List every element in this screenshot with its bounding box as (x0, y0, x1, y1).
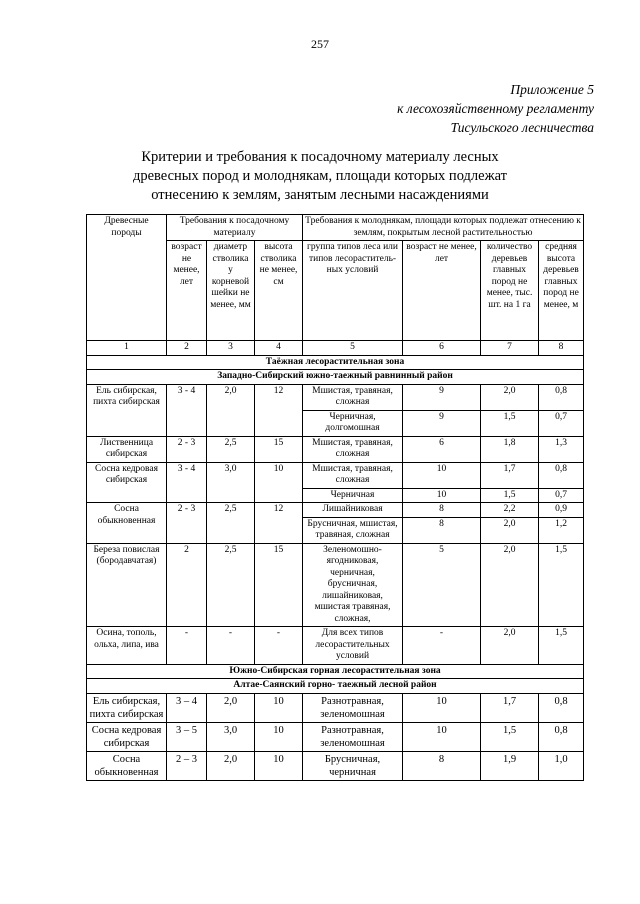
diameter-cell: 2,5 (207, 543, 255, 627)
table-row (87, 384, 584, 410)
age-cell: 2 - 3 (167, 503, 207, 544)
col-number: 8 (539, 341, 584, 356)
forest-type-cell: Зеленомошно-ягодниковая, черничная, брусничная, лишайниковая, мшистая травяная, сложная, (303, 543, 403, 627)
species-cell: Ель сибирская, пихта сибирская (87, 693, 167, 722)
header-forest-type: группа типов леса или типов лесораститель-ных условий (303, 241, 403, 341)
age-cell: 2 (167, 543, 207, 627)
criteria-table (86, 214, 584, 781)
count-cell: 2,0 (481, 384, 539, 410)
header-count: количество деревьев главных пород не менее, тыс. шт. на 1 га (481, 241, 539, 341)
title-line-1: Критерии и требования к посадочному материалу лесных (141, 149, 499, 165)
header-species: Древесные породы (87, 215, 167, 341)
age-cell: 2 - 3 (167, 436, 207, 462)
forest-type-cell: Мшистая, травяная, сложная (303, 462, 403, 488)
table-row (87, 462, 584, 488)
region-row (87, 679, 584, 694)
diameter-cell: 2,0 (207, 693, 255, 722)
zone-title: Таёжная лесорастительная зона (87, 355, 584, 370)
height-cell: 10 (255, 751, 303, 780)
appendix-line-2: к лесохозяйственному регламенту (397, 101, 594, 116)
age-cell: - (167, 627, 207, 665)
avg-height-cell: 0,7 (539, 488, 584, 503)
species-cell: Осина, тополь, ольха, липа, ива (87, 627, 167, 665)
count-cell: 1,7 (481, 693, 539, 722)
count-cell: 1,5 (481, 488, 539, 503)
diameter-cell: 2,5 (207, 436, 255, 462)
height-cell: 10 (255, 693, 303, 722)
count-cell: 2,2 (481, 503, 539, 518)
young-age-cell: 5 (403, 543, 481, 627)
header-young-age: возраст не менее, лет (403, 241, 481, 341)
species-cell: Береза повислая (бородавчатая) (87, 543, 167, 627)
species-cell: Сосна кедровая сибирская (87, 462, 167, 503)
avg-height-cell: 0,8 (539, 384, 584, 410)
count-cell: 2,0 (481, 517, 539, 543)
table-row (87, 722, 584, 751)
avg-height-cell: 0,8 (539, 722, 584, 751)
age-cell: 3 – 5 (167, 722, 207, 751)
table-row (87, 436, 584, 462)
title-line-2: древесных пород и молоднякам, площади которых подлежат (132, 168, 507, 184)
young-age-cell: 10 (403, 722, 481, 751)
height-cell: - (255, 627, 303, 665)
avg-height-cell: 1,0 (539, 751, 584, 780)
forest-type-cell: Черничная (303, 488, 403, 503)
young-age-cell: 10 (403, 693, 481, 722)
height-cell: 15 (255, 543, 303, 627)
title-line-3: отнесению к землям, занятым лесными насаждениями (151, 187, 489, 203)
zone-row (87, 664, 584, 679)
zone-title: Южно-Сибирская горная лесорастительная зона (87, 664, 584, 679)
avg-height-cell: 0,7 (539, 410, 584, 436)
document-title (60, 148, 580, 205)
col-number: 6 (403, 341, 481, 356)
page-number: 257 (311, 37, 329, 51)
forest-type-cell: Мшистая, травяная, сложная (303, 384, 403, 410)
species-cell: Сосна обыкновенная (87, 751, 167, 780)
diameter-cell: 2,0 (207, 751, 255, 780)
header-diameter: диаметр стволика у корневой шейки не менее, мм (207, 241, 255, 341)
count-cell: 1,5 (481, 722, 539, 751)
avg-height-cell: 1,5 (539, 627, 584, 665)
count-cell: 1,7 (481, 462, 539, 488)
table-row (87, 751, 584, 780)
header-planting-group: Требования к посадочному материалу (167, 215, 303, 241)
table-row (87, 627, 584, 665)
appendix-caption (397, 80, 594, 137)
avg-height-cell: 1,3 (539, 436, 584, 462)
table-row (87, 503, 584, 518)
table-row (87, 693, 584, 722)
header-age: возраст не менее, лет (167, 241, 207, 341)
header-height: высота стволика не менее, см (255, 241, 303, 341)
avg-height-cell: 1,5 (539, 543, 584, 627)
diameter-cell: 3,0 (207, 462, 255, 503)
height-cell: 10 (255, 722, 303, 751)
appendix-line-3: Тисульского лесничества (450, 120, 594, 135)
young-age-cell: 10 (403, 462, 481, 488)
avg-height-cell: 0,9 (539, 503, 584, 518)
col-number: 4 (255, 341, 303, 356)
region-title: Западно-Сибирский южно-таежный равнинный район (87, 370, 584, 385)
age-cell: 3 – 4 (167, 693, 207, 722)
species-cell: Ель сибирская, пихта сибирская (87, 384, 167, 436)
diameter-cell: 3,0 (207, 722, 255, 751)
column-number-row (87, 341, 584, 356)
species-cell: Сосна обыкновенная (87, 503, 167, 544)
species-cell: Сосна кедровая сибирская (87, 722, 167, 751)
header-young-group: Требования к молоднякам, площади которых подлежат отнесению к землям, покрытым лесной растительностью (303, 215, 584, 241)
young-age-cell: 10 (403, 488, 481, 503)
appendix-line-1: Приложение 5 (510, 82, 594, 97)
young-age-cell: 6 (403, 436, 481, 462)
young-age-cell: 8 (403, 751, 481, 780)
forest-type-cell: Брусничная, черничная (303, 751, 403, 780)
region-title: Алтае-Саянский горно- таежный лесной район (87, 679, 584, 694)
forest-type-cell: Мшистая, травяная, сложная (303, 436, 403, 462)
age-cell: 3 - 4 (167, 462, 207, 503)
table-row (87, 543, 584, 627)
avg-height-cell: 0,8 (539, 693, 584, 722)
young-age-cell: 8 (403, 517, 481, 543)
count-cell: 1,5 (481, 410, 539, 436)
young-age-cell: 8 (403, 503, 481, 518)
count-cell: 1,8 (481, 436, 539, 462)
count-cell: 2,0 (481, 627, 539, 665)
diameter-cell: - (207, 627, 255, 665)
young-age-cell: - (403, 627, 481, 665)
young-age-cell: 9 (403, 410, 481, 436)
age-cell: 2 – 3 (167, 751, 207, 780)
avg-height-cell: 1,2 (539, 517, 584, 543)
col-number: 2 (167, 341, 207, 356)
diameter-cell: 2,0 (207, 384, 255, 436)
young-age-cell: 9 (403, 384, 481, 410)
height-cell: 10 (255, 462, 303, 503)
diameter-cell: 2,5 (207, 503, 255, 544)
forest-type-cell: Разнотравная, зеленомошная (303, 693, 403, 722)
forest-type-cell: Черничная, долгомошная (303, 410, 403, 436)
height-cell: 12 (255, 384, 303, 436)
zone-row (87, 355, 584, 370)
header-avg-height: средняя высота деревьев главных пород не менее, м (539, 241, 584, 341)
forest-type-cell: Для всех типов лесорастительных условий (303, 627, 403, 665)
age-cell: 3 - 4 (167, 384, 207, 436)
forest-type-cell: Брусничная, мшистая, травяная, сложная (303, 517, 403, 543)
col-number: 1 (87, 341, 167, 356)
count-cell: 1,9 (481, 751, 539, 780)
col-number: 7 (481, 341, 539, 356)
region-row (87, 370, 584, 385)
avg-height-cell: 0,8 (539, 462, 584, 488)
height-cell: 15 (255, 436, 303, 462)
forest-type-cell: Лишайниковая (303, 503, 403, 518)
species-cell: Лиственница сибирская (87, 436, 167, 462)
count-cell: 2,0 (481, 543, 539, 627)
forest-type-cell: Разнотравная, зеленомошная (303, 722, 403, 751)
height-cell: 12 (255, 503, 303, 544)
header-row-1 (87, 215, 584, 241)
col-number: 3 (207, 341, 255, 356)
col-number: 5 (303, 341, 403, 356)
